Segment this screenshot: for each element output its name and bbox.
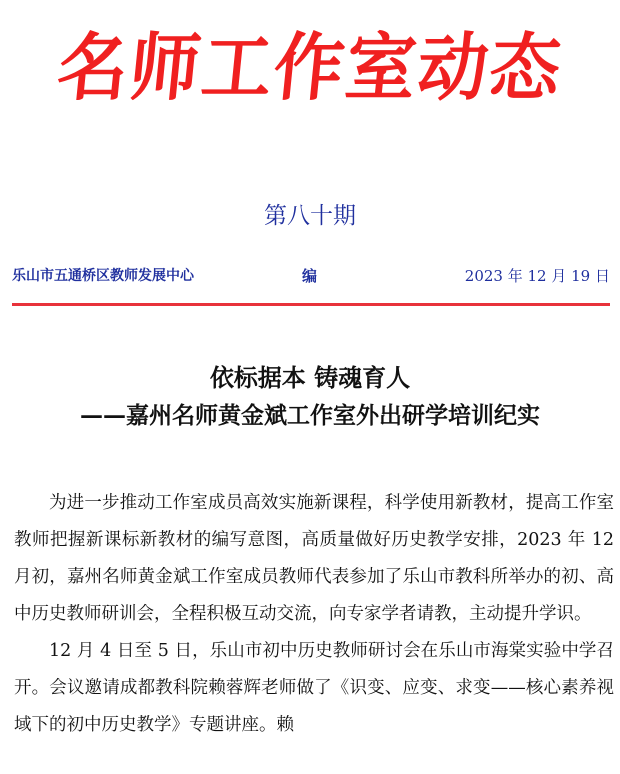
- article-title: 依标据本 铸魂育人: [209, 363, 411, 392]
- masthead-title: 名师工作室动态: [53, 24, 567, 112]
- organization-name: 乐山市五通桥区教师发展中心: [12, 268, 194, 284]
- publication-date: 2023 年 12 月 19 日: [464, 267, 610, 285]
- issue-number: 第八十期: [264, 203, 356, 229]
- body-paragraph-1: 为进一步推动工作室成员高效实施新课程，科学使用新教材，提高工作室教师把握新课标新教材的编写意图，高质量做好历史教学安排，2023 年 12 月初，嘉州名师黄金斌工作室成员教师代表参加了乐山市教科所举办的初、高中历史教师研训会，全程积极互动交流，向专家学者请教，主动提升学识。: [14, 493, 614, 624]
- article-body: [14, 485, 614, 744]
- publication-info-line: [12, 262, 610, 290]
- header-divider: [12, 303, 610, 306]
- body-paragraph-2: 12 月 4 日至 5 日，乐山市初中历史教师研讨会在乐山市海棠实验中学召开。会议邀请成都教科院赖蓉辉老师做了《识变、应变、求变——核心素养视域下的初中历史教学》专题讲座。赖: [14, 641, 614, 735]
- article-subtitle: ——嘉州名师黄金斌工作室外出研学培训纪实: [80, 402, 540, 429]
- editor-label: 编: [302, 267, 318, 285]
